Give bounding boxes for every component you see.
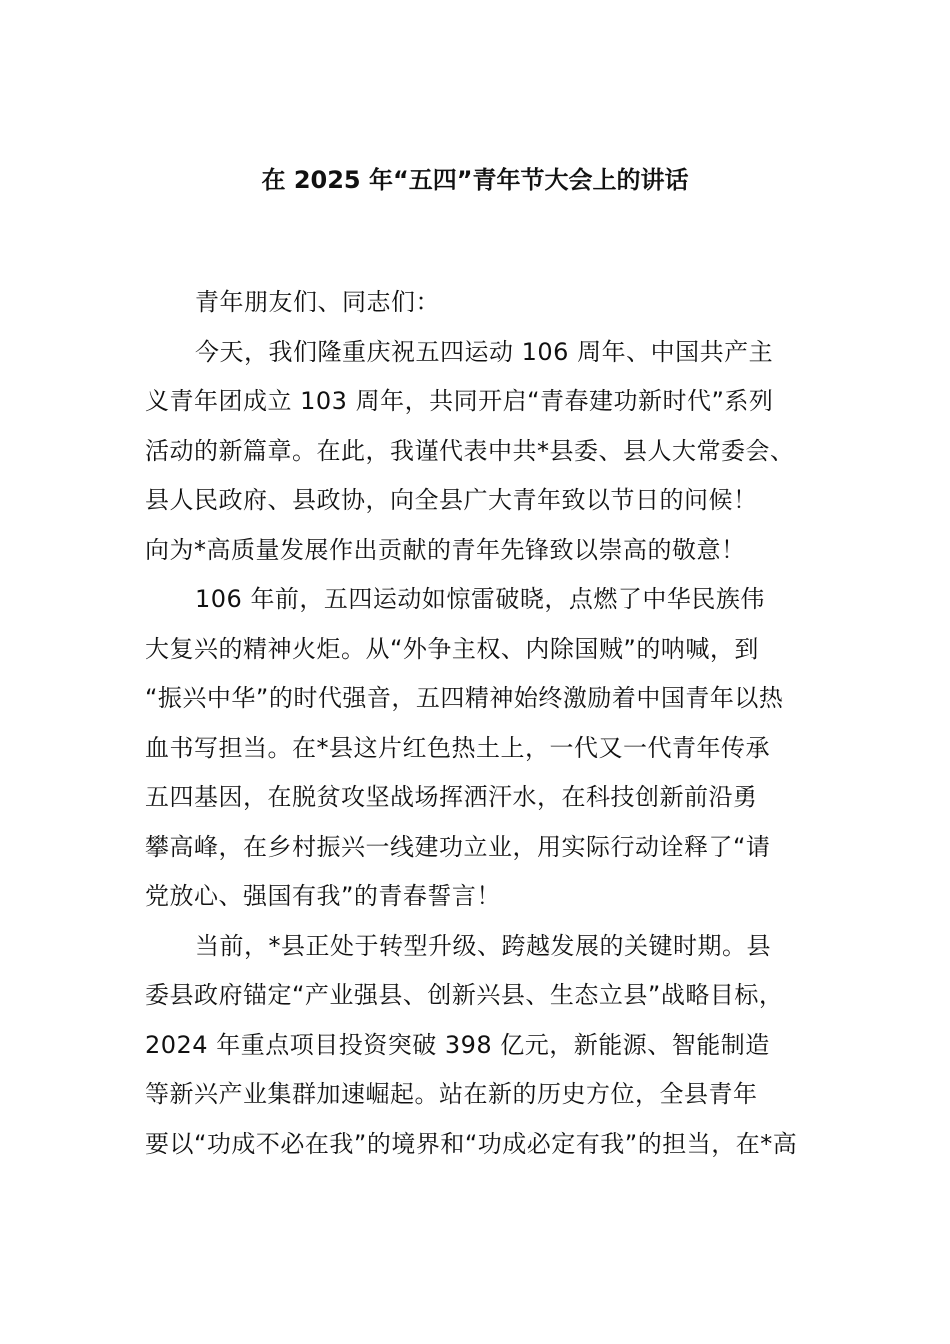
text-line: 今天，我们隆重庆祝五四运动 106 周年、中国共产主 (195, 337, 774, 366)
text-line: 要以“功成不必在我”的境界和“功成必定有我”的担当，在*高 (145, 1129, 798, 1158)
text-line: 县人民政府、县政协，向全县广大青年致以节日的问候！ (145, 486, 758, 514)
text-line: 攀高峰，在乡村振兴一线建功立业，用实际行动诠释了“请 (145, 832, 771, 861)
text-line: 向为*高质量发展作出贡献的青年先锋致以崇高的敬意！ (145, 535, 746, 564)
text-line: 血书写担当。在*县这片红色热土上，一代又一代青年传承 (145, 733, 770, 762)
text-line: 大复兴的精神火炬。从“外争主权、内除国贼”的呐喊，到 (145, 634, 759, 663)
text-line: 五四基因，在脱贫攻坚战场挥洒汗水，在科技创新前沿勇 (145, 783, 758, 811)
text-line: 当前，*县正处于转型升级、跨越发展的关键时期。县 (195, 931, 771, 960)
text-line: 等新兴产业集群加速崛起。站在新的历史方位，全县青年 (145, 1080, 758, 1108)
document-title: 在 2025 年“五四”青年节大会上的讲话 (261, 166, 689, 194)
text-line: 义青年团成立 103 周年，共同开启“青春建功新时代”系列 (145, 387, 774, 415)
text-line: 委县政府锚定“产业强县、创新兴县、生态立县”战略目标， (145, 981, 784, 1009)
text-line: 党放心、强国有我”的青春誓言！ (145, 882, 501, 910)
text-line: 2024 年重点项目投资突破 398 亿元，新能源、智能制造 (145, 1030, 770, 1059)
document-body (145, 282, 835, 1173)
text-line: 活动的新篇章。在此，我谨代表中共*县委、县人大常委会、 (145, 436, 795, 465)
text-line: 106 年前，五四运动如惊雷破晓，点燃了中华民族伟 (195, 585, 765, 613)
text-line: 青年朋友们、同志们： (195, 288, 440, 316)
text-line: “振兴中华”的时代强音，五四精神始终激励着中国青年以热 (145, 684, 784, 712)
